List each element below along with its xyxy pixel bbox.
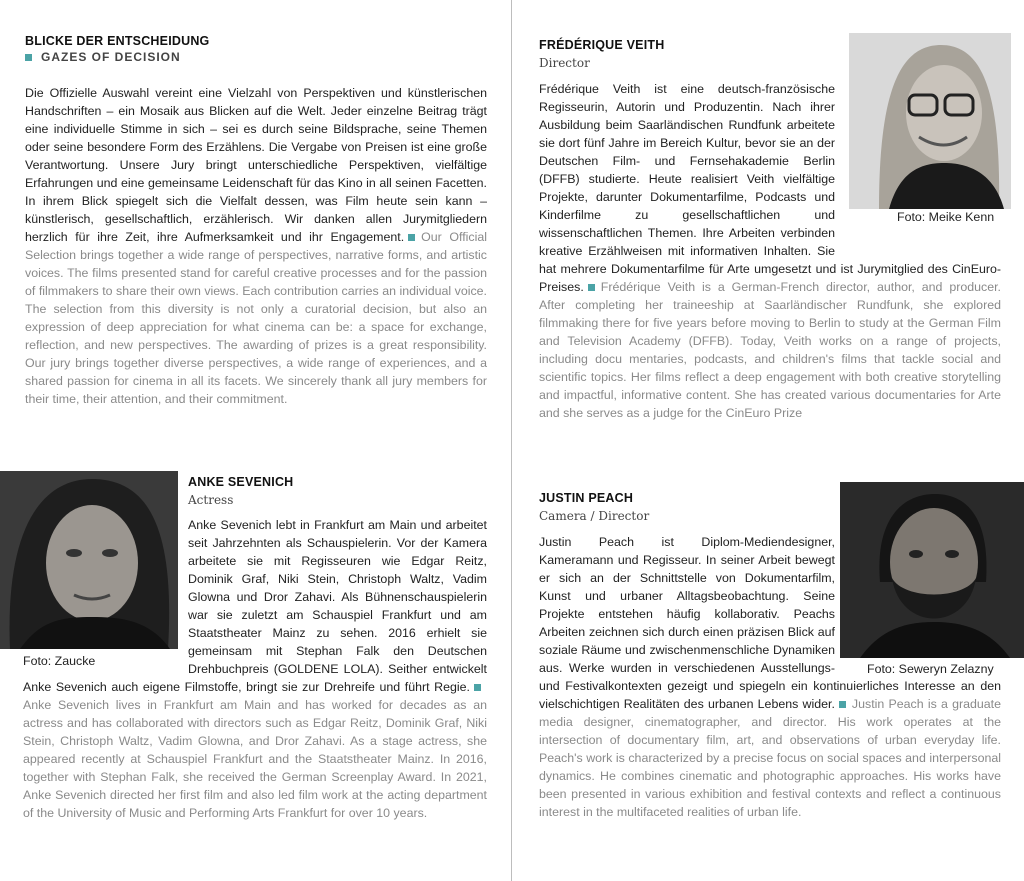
intro-title: BLICKE DER ENTSCHEIDUNG [25, 34, 210, 48]
peach-role: Camera / Director [539, 509, 650, 523]
sevenich-text-de: Anke Sevenich lebt in Frankfurt am Main und arbeitet seit Jahrzehnten als Schauspielerin. Vor der Kamera arbeitete sie mit Regisseuren wie Edgar Reitz, Dominik Graf, Niki Stein, Christoph Waltz, Vadim Glowna und Dror Zahavi. Als Bühnenschauspielerin war sie zuletzt am Schauspiel Frankfurt und am Staatstheater Mainz zu sehen. 2016 erhielt sie gemeinsam mit Stephan Falk den Deutschen Drehbuchpreis (GOLDENE LOLA). Seither entwickelt Anke Sevenich auch eigene Filmstoffe, bringt sie zur Drehreife und führt Regie. [23, 518, 487, 694]
sevenich-section [23, 475, 487, 822]
sevenich-role: Actress [188, 493, 234, 507]
sevenich-credit: Foto: Zaucke [23, 654, 96, 668]
veith-photo [849, 33, 1011, 209]
teal-square-icon [25, 54, 32, 61]
veith-name: FRÉDÉRIQUE VEITH [539, 38, 665, 52]
veith-text-de: Frédérique Veith ist eine deutsch-französische Regisseurin, Autorin und Produzentin. Nach ihrer Ausbildung beim Saarländischen Rundfunk arbeitete sie dort fünf Jahre im Bereich Kultur, bevor sie an der Deutschen Film- und Fernsehakademie Berlin (DFFB) studierte. Heute realisiert Veith vielfältige Projekte, darunter Dokumentarfilme, Podcasts und Kinderfilme zu gesellschaftlichen und wissenschaftlichen Themen. Ihre Arbeiten verbinden kreative Erzählweisen mit informativen Inhalten. Sie hat mehrere Dokumentarfilme für Arte umgesetzt und ist Jurymitglied des CinEuro-Preises. [539, 82, 1001, 294]
sevenich-text-en: Anke Sevenich lives in Frankfurt am Main and has worked for decades as an actress and has collaborated with directors such as Edgar Reitz, Dominik Graf, Niki Stein, Christoph Waltz, Vadim Glowna, and Dror Zahavi. As a stage actress, she appeared recently at Schauspiel Frankfurt and the Staatstheater Mainz. In 2016, together with Stephan Falk, she received the German Screenplay Award. In 2021, Anke Sevenich directed her first film and also led film work at the acting department of the University of Music and Performing Arts Frankfurt for over 10 years. [23, 698, 487, 820]
intro-subtitle-text: GAZES OF DECISION [41, 50, 181, 64]
veith-credit: Foto: Meike Kenn [897, 210, 995, 224]
peach-text-de: Justin Peach ist Diplom-Mediendesigner, Kameramann und Regisseur. In seiner Arbeit bewegt er sich an der Schnittstelle von Dokumentarfilm, Kunst und urbaner Alltagsbeobachtung. Seine Projekte entstehen häufig kollaborativ. Peachs Arbeiten zeichnen sich durch einen präzisen Blick auf soziale Räume und zwischenmenschliche Dynamiken aus. Werke wurden in verschiedenen Ausstellungs- und Festivalkontexten gezeigt und spiegeln ein kontinuierliches Interesse an den vielschichtigen Realitäten des urbanen Lebens wider. [539, 535, 1001, 711]
page-divider [511, 0, 512, 881]
intro-subtitle [25, 50, 487, 64]
veith-role: Director [539, 56, 590, 70]
veith-text-en: Frédérique Veith is a German-French director, author, and producer. After completing her traineeship at Saarländischer Rundfunk, she explored filmmaking there for five years before moving to Berlin to study at the German Film and Television Academy (DFFB). Today, Veith works on a range of projects, including docu mentaries, podcasts, and children's films that tackle social and scientific topics. Her films reflect a deep engagement with both creative storytelling and impactful, informative content. She has created various documentaries for Arte and she serves as a judge for the CinEuro Prize [539, 280, 1001, 420]
peach-name: JUSTIN PEACH [539, 491, 634, 505]
intro-text-en: Our Official Selection brings together a wide range of perspectives, narrative forms, and artistic voices. The films presented stand for careful creative processes and for the passion of filmmakers to share their own views. Each contribution carries an individual voice. The selection from this diversity is not only a curatorial decision, but also an expression of deep appreciation for what cinema can be: a space for exchange, reflection, and new perspectives. The awarding of prizes is a great responsibility. Our jury brings together diverse perspectives, a wide range of experiences, and a shared passion for cinema in all its facets. We sincerely thank all jury members for their time, their attention, and their commitment. [25, 230, 487, 406]
sevenich-text [23, 516, 487, 822]
intro-text-de: Die Offizielle Auswahl vereint eine Vielzahl von Perspektiven und künstlerischen Handschriften – ein Mosaik aus Blicken auf die Welt. Jeder einzelne Beitrag trägt eine individuelle Stimme in sich – sei es durch seine Bildsprache, seine Themen oder seine besondere Form des Erzählens. Die Vergabe von Preisen ist eine große Verantwortung. Unsere Jury bringt unterschiedliche Perspektiven, vielfältige Erfahrungen und eine gemeinsame Leidenschaft für das Kino in all seinen Facetten. In ihrem Blick spiegelt sich die Vielfalt dessen, was Film heute sein kann – künstlerisch, gesellschaftlich, erzählerisch. Wir danken allen Jurymitgliedern herzlich für ihre Zeit, ihre Aufmerksamkeit und ihr Engagement. [25, 86, 487, 244]
teal-square-icon [408, 234, 415, 241]
peach-credit: Foto: Seweryn Zelazny [867, 662, 994, 676]
peach-photo [840, 482, 1024, 658]
peach-text-en: Justin Peach is a graduate media designer, cinematographer, and director. His work operates at the intersection of documentary film, art, and observations of urban everyday life. Peach's work is characterized by a precise focus on social spaces and interpersonal dynamics. He combines cinematic and photographic approaches. His works have been presented in various exhibition and festival contexts and reflect a continuous interest in the multifaceted realities of urban life. [539, 697, 1002, 819]
intro-text [25, 84, 487, 408]
teal-square-icon [839, 701, 846, 708]
teal-square-icon [474, 684, 481, 691]
sevenich-name: ANKE SEVENICH [188, 475, 294, 489]
intro-section [25, 34, 487, 408]
teal-square-icon [588, 284, 595, 291]
